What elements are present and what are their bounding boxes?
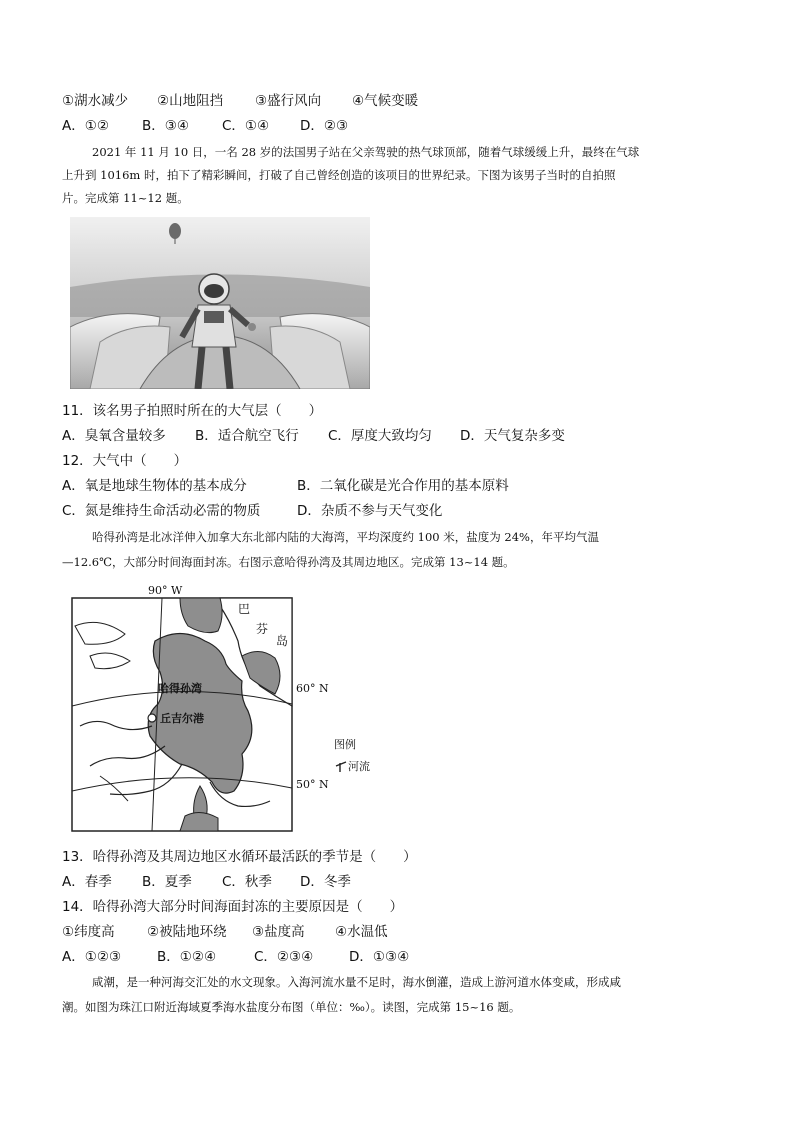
map-island-char-1: 巴 (238, 602, 251, 616)
q10-option-2: ②山地阻挡 (157, 93, 224, 109)
q14-option-2: ②被陆地环绕 (147, 924, 227, 940)
q13-choice-d: D．冬季 (300, 874, 351, 890)
q10-option-4: ④气候变暖 (352, 93, 419, 109)
q14-options-row2 (62, 948, 409, 966)
q11-choice-d: D．天气复杂多变 (460, 428, 565, 444)
map-longitude-90w: 90° W (148, 584, 183, 597)
q10-option-3: ③盛行风向 (255, 93, 322, 109)
passage2-line2: —12.6℃，大部分时间海面封冻。右图示意哈得孙湾及其周边地区。完成第 13~14 题。 (62, 555, 515, 569)
q10-option-1: ①湖水减少 (62, 93, 129, 109)
q12-options-row1 (62, 477, 509, 495)
map-lat-60n: 60° N (296, 682, 329, 695)
q11-choice-a: A．臭氧含量较多 (62, 428, 166, 444)
q10-choice-d: D．②③ (300, 118, 349, 134)
q13-options (62, 873, 351, 891)
q14-options-row1 (62, 923, 388, 941)
q14-option-3: ③盐度高 (252, 924, 305, 940)
q14-choice-c: C．②③④ (254, 949, 314, 965)
map-legend-river-label: 河流 (348, 760, 370, 773)
passage1-line2: 上升到 1016m 时，拍下了精彩瞬间，打破了自己曾经创造的该项目的世界纪录。下图为该男子当时的自拍照 (62, 168, 616, 182)
q11-stem: 11．该名男子拍照时所在的大气层（ ） (62, 403, 323, 419)
q11-choice-c: C．厚度大致均匀 (328, 428, 432, 444)
q12-choice-c: C．氮是维持生命活动必需的物质 (62, 503, 261, 519)
passage3-line1: 咸潮，是一种河海交汇处的水文现象。入海河流水量不足时，海水倒灌，造成上游河道水体变咸，形成咸 (92, 975, 621, 989)
q13-choice-a: A．春季 (62, 874, 112, 890)
passage2-line1: 哈得孙湾是北冰洋伸入加拿大东北部内陆的大海湾，平均深度约 100 米，盐度为 24%，年平均气温 (92, 530, 599, 544)
q14-option-1: ①纬度高 (62, 924, 115, 940)
map-legend-title: 图例 (334, 738, 356, 751)
passage1-line1: 2021 年 11 月 10 日，一名 28 岁的法国男子站在父亲驾驶的热气球顶部，随着气球缓缓上升，最终在气球 (92, 145, 640, 159)
map-island-char-2: 芬 (256, 622, 269, 636)
balloon-selfie-photo (70, 217, 370, 389)
q10-options-row1 (62, 92, 418, 110)
q14-choice-d: D．①③④ (349, 949, 410, 965)
q14-option-4: ④水温低 (335, 924, 388, 940)
q12-stem: 12．大气中（ ） (62, 453, 188, 469)
map-lat-50n: 50° N (296, 778, 329, 791)
q11-choice-b: B．适合航空飞行 (195, 428, 299, 444)
q12-choice-d: D．杂质不参与天气变化 (297, 503, 443, 519)
q12-choice-b: B．二氧化碳是光合作用的基本原料 (297, 478, 509, 494)
q12-choice-a: A．氧是地球生物体的基本成分 (62, 478, 247, 494)
q13-choice-c: C．秋季 (222, 874, 272, 890)
q14-choice-a: A．①②③ (62, 949, 122, 965)
q11-options (62, 427, 565, 445)
q14-stem: 14．哈得孙湾大部分时间海面封冻的主要原因是（ ） (62, 899, 404, 915)
q13-stem: 13．哈得孙湾及其周边地区水循环最活跃的季节是（ ） (62, 849, 417, 865)
map-port-label: 丘吉尔港 (160, 712, 204, 725)
q10-choice-c: C．①④ (222, 118, 270, 134)
map-bay-label: 哈得孙湾 (158, 682, 202, 695)
passage1-line3: 片。完成第 11~12 题。 (62, 191, 189, 205)
q12-options-row2 (62, 502, 442, 520)
passage3-line2: 潮。如图为珠江口附近海域夏季海水盐度分布图（单位：‰）。读图，完成第 15~16 题。 (62, 1000, 521, 1014)
q10-options-row2 (62, 117, 348, 135)
q10-choice-b: B．③④ (142, 118, 189, 134)
map-island-char-3: 岛 (276, 634, 289, 648)
q13-choice-b: B．夏季 (142, 874, 192, 890)
hudson-bay-map (70, 586, 380, 836)
q14-choice-b: B．①②④ (157, 949, 217, 965)
q10-choice-a: A．①② (62, 118, 109, 134)
